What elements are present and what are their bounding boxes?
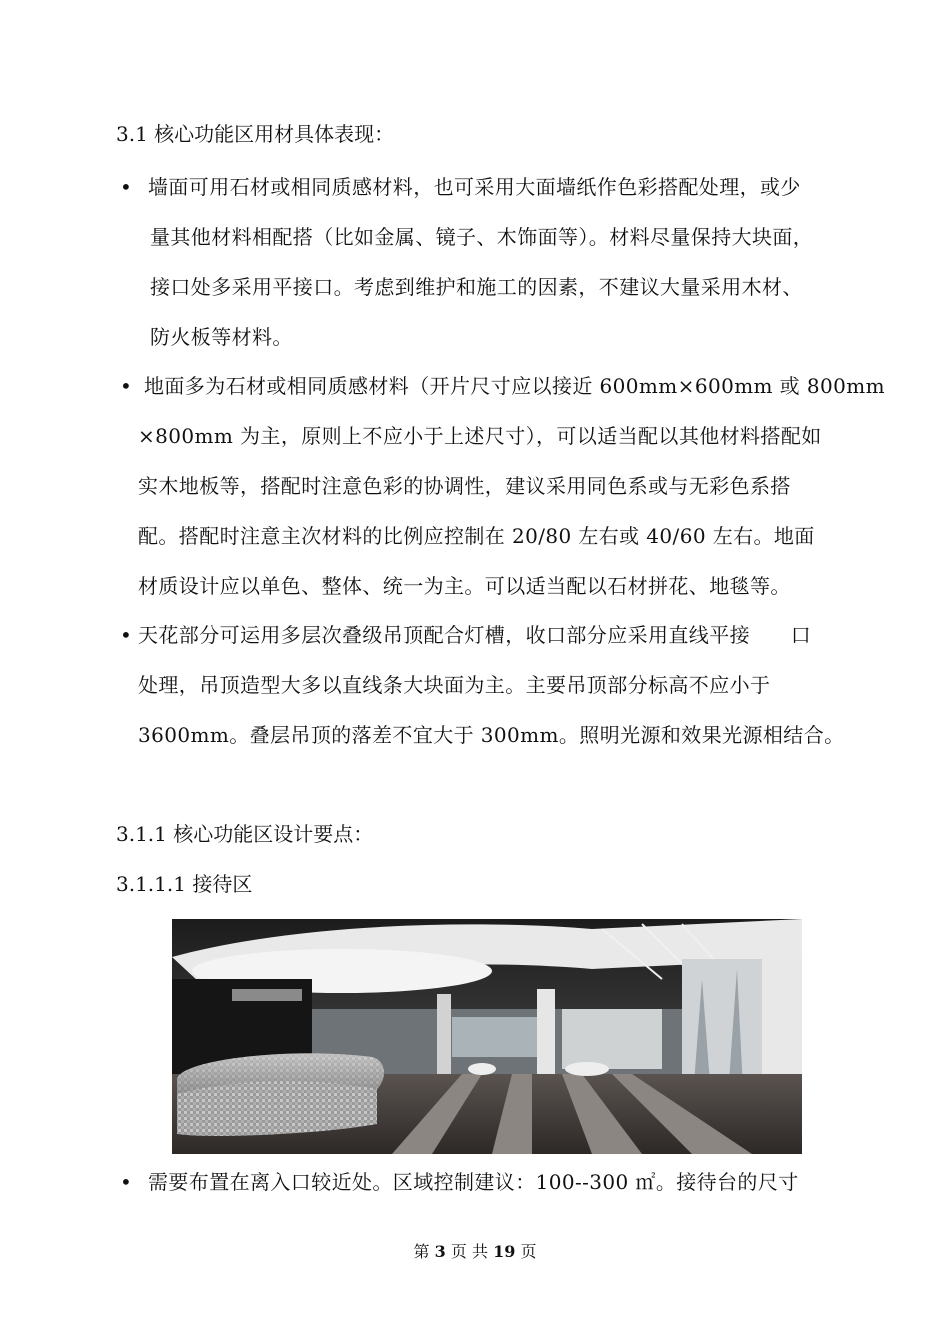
paragraph-line: 配。搭配时注意主次材料的比例应控制在 20/80 左右或 40/60 左右。地面: [138, 524, 815, 548]
paragraph-line: 3600mm。叠层吊顶的落差不宜大于 300mm。照明光源和效果光源相结合。: [138, 723, 845, 747]
paragraph-line: 墙面可用石材或相同质感材料，也可采用大面墙纸作色彩搭配处理，或少: [148, 175, 801, 199]
current-page-number: 3: [434, 1242, 446, 1261]
page-number-footer: [0, 1240, 950, 1264]
section-heading-3-1-1: 3.1.1 核心功能区设计要点：: [116, 822, 374, 846]
bullet-floor: [120, 361, 885, 611]
paragraph-line: 需要布置在离入口较近处。区域控制建议：100--300 ㎡。接待台的尺寸: [148, 1170, 799, 1194]
section-heading-3-1-1-1: 3.1.1.1 接待区: [116, 872, 253, 896]
paragraph-line: 防火板等材料。: [150, 325, 293, 349]
bullet-wall: [120, 162, 865, 362]
bullet-reception: [120, 1157, 865, 1207]
footer-suffix: 页: [520, 1242, 537, 1261]
total-page-number: 19: [493, 1242, 516, 1261]
bullet-marker: •: [120, 175, 132, 199]
bullet-marker: •: [120, 374, 132, 398]
footer-middle: 页 共: [450, 1242, 488, 1261]
section-heading-3-1: 3.1 核心功能区用材具体表现：: [116, 122, 395, 146]
reception-area-photo: [172, 919, 802, 1154]
paragraph-line: 实木地板等，搭配时注意色彩的协调性，建议采用同色系或与无彩色系搭: [138, 474, 791, 498]
paragraph-line: 材质设计应以单色、整体、统一为主。可以适当配以石材拼花、地毯等。: [138, 574, 791, 598]
bullet-marker: •: [120, 623, 132, 647]
bullet-marker: •: [120, 1170, 132, 1194]
paragraph-line: 地面多为石材或相同质感材料（开片尺寸应以接近 600mm×600mm 或 800mm: [144, 374, 885, 398]
bullet-ceiling: [120, 610, 865, 760]
paragraph-line: 处理，吊顶造型大多以直线条大块面为主。主要吊顶部分标高不应小于: [138, 673, 771, 697]
footer-prefix: 第: [413, 1242, 430, 1261]
paragraph-line: 天花部分可运用多层次叠级吊顶配合灯槽，收口部分应采用直线平接 口: [138, 623, 812, 647]
paragraph-line: 量其他材料相配搭（比如金属、镜子、木饰面等）。材料尽量保持大块面，: [150, 225, 814, 249]
paragraph-line: 接口处多采用平接口。考虑到维护和施工的因素，不建议大量采用木材、: [150, 275, 803, 299]
paragraph-line: ×800mm 为主，原则上不应小于上述尺寸），可以适当配以其他材料搭配如: [138, 424, 822, 448]
